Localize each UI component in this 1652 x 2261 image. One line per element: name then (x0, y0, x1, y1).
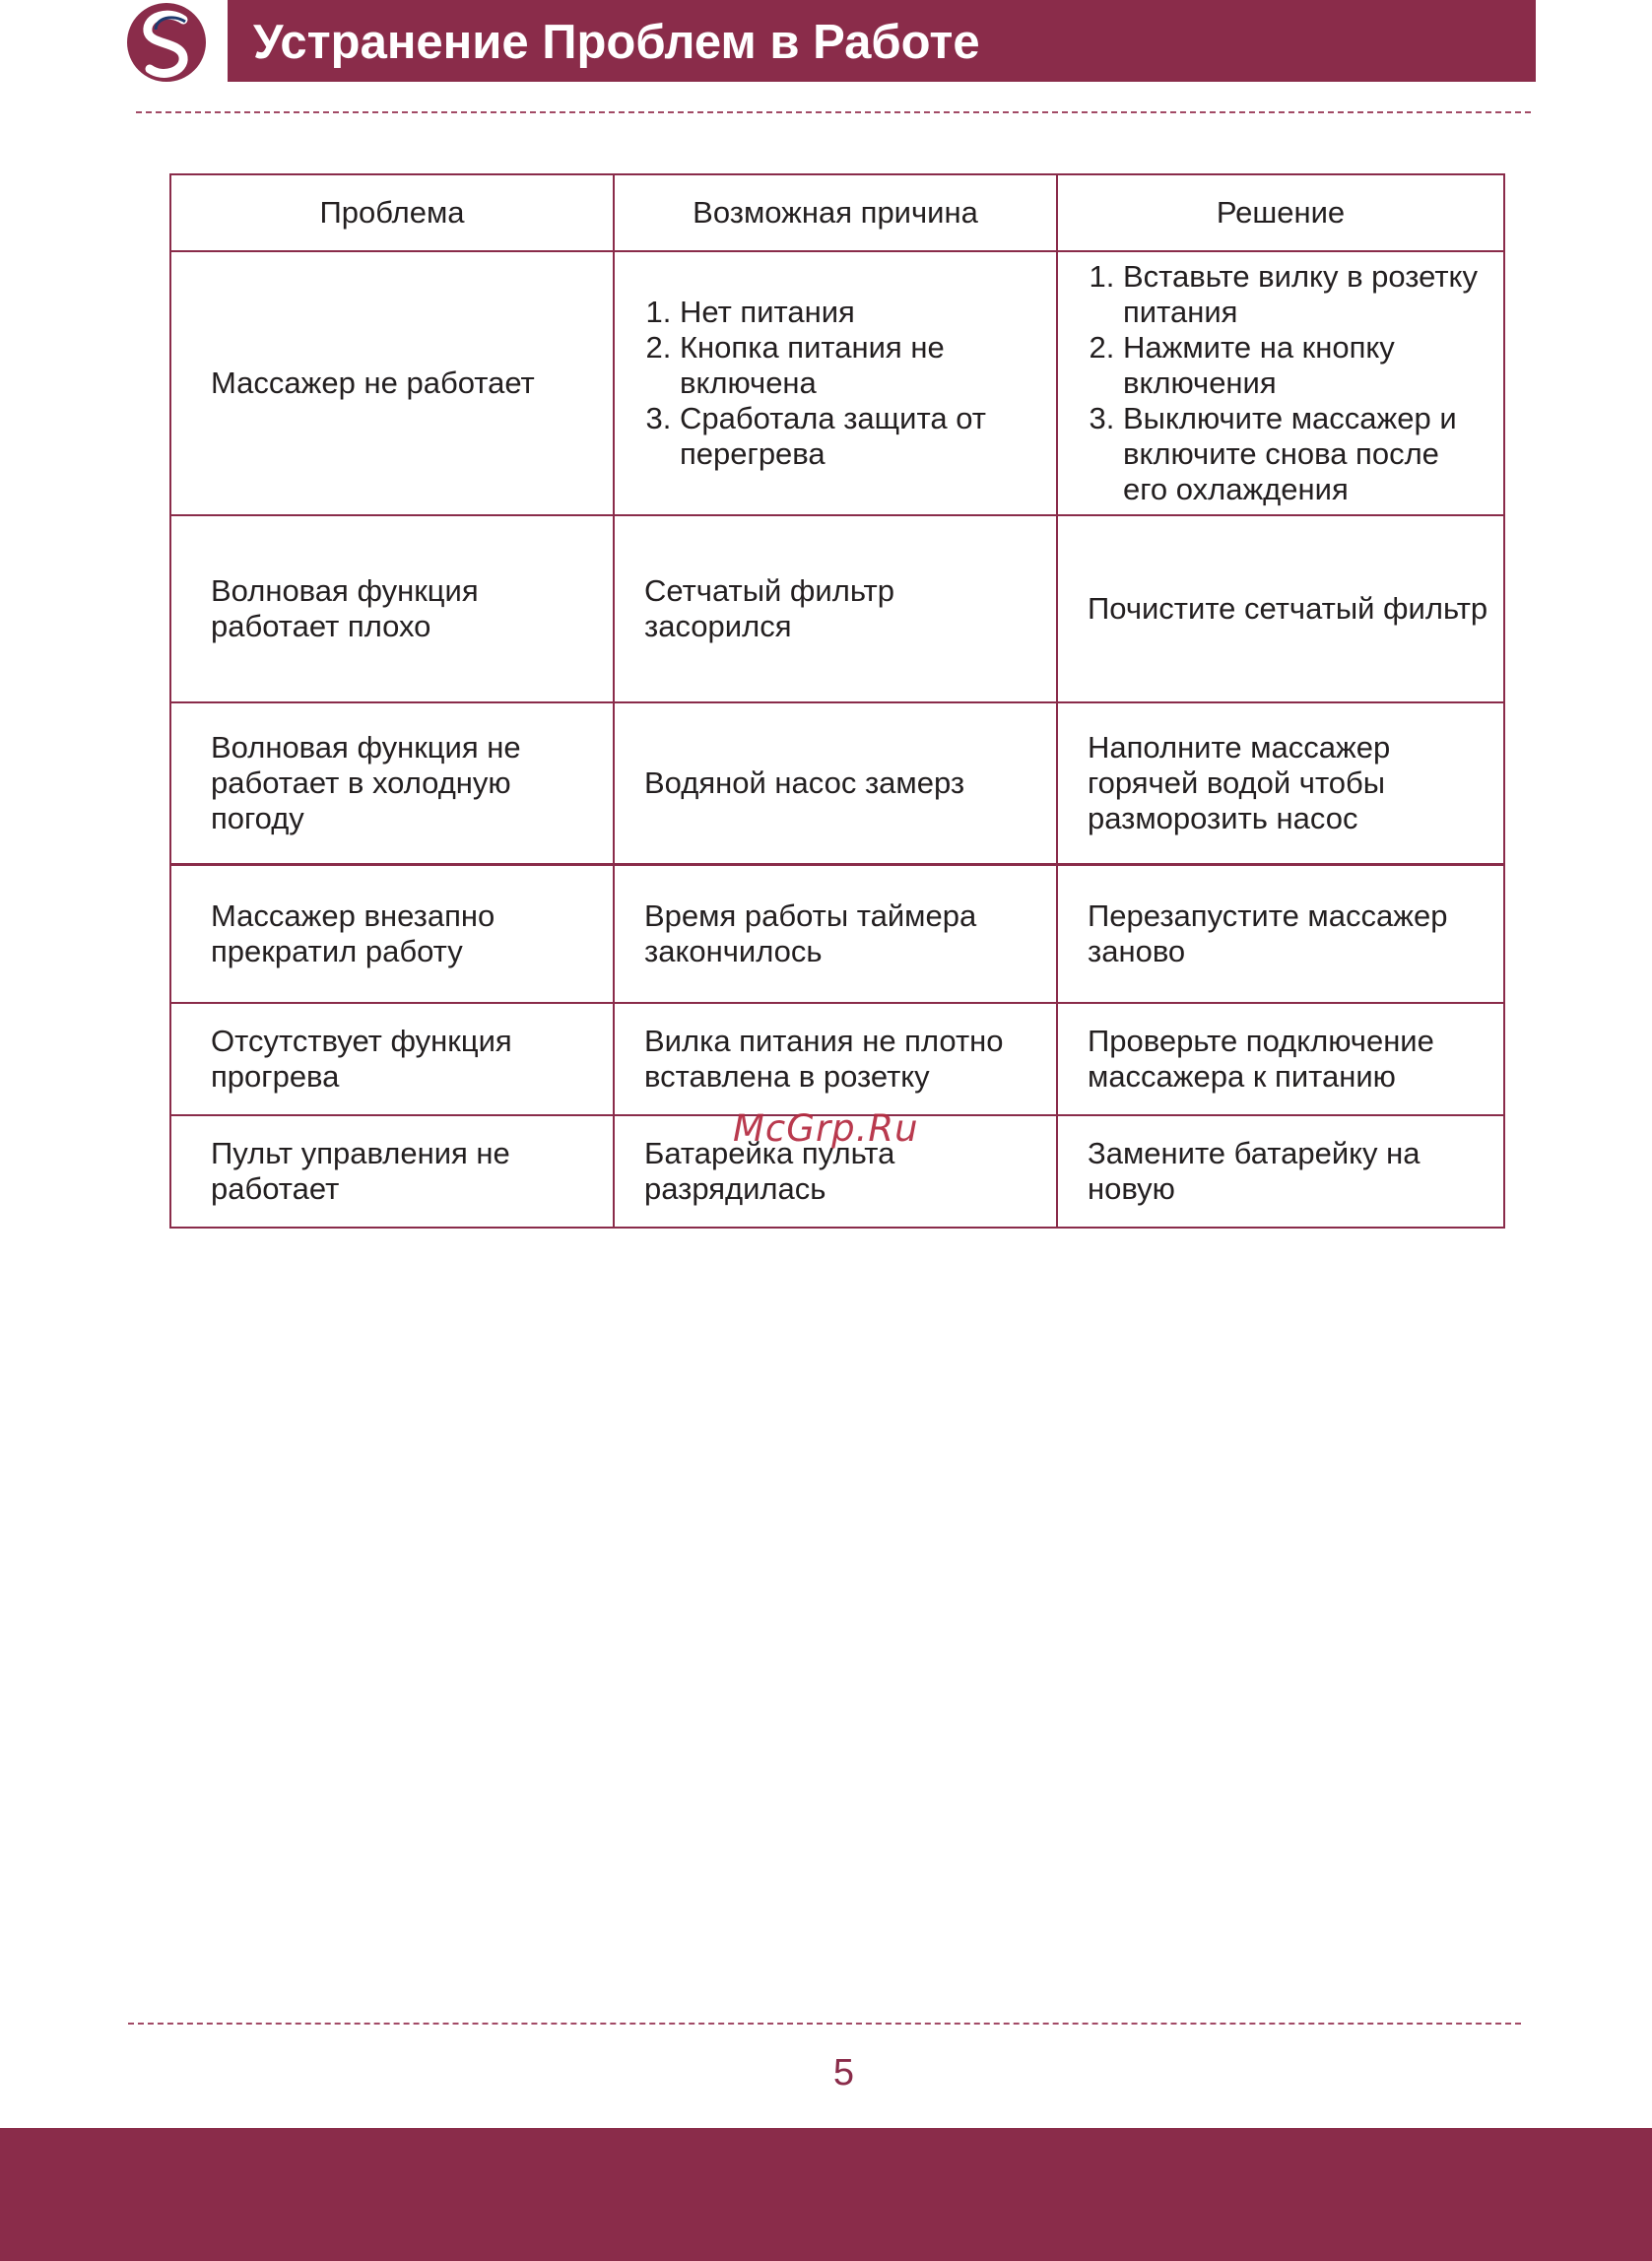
solution-cell: Почистите сетчатый фильтр (1057, 515, 1504, 702)
list-item: 2. Кнопка питания не включена (680, 330, 1042, 401)
problem-cell: Волновая функция работает плохо (170, 515, 614, 702)
problem-cell: Массажер не работает (170, 251, 614, 515)
column-header-cause: Возможная причина (614, 174, 1057, 251)
cause-cell: Сетчатый фильтр засорился (614, 515, 1057, 702)
table-row (170, 865, 1504, 1004)
cause-cell: Батарейка пульта разрядилась (614, 1115, 1057, 1228)
column-header-problem: Проблема (170, 174, 614, 251)
footer-bar (0, 2128, 1652, 2261)
watermark: McGrp.Ru (733, 1107, 919, 1150)
solution-cell: Наполните массажер горячей водой чтобы разморозить насос (1057, 702, 1504, 865)
s-logo-icon (126, 2, 207, 83)
list-item: 3. Сработала защита от перегрева (680, 401, 1042, 472)
cause-cell: Время работы таймера закончилось (614, 865, 1057, 1004)
table-row (170, 702, 1504, 865)
table-row (170, 251, 1504, 515)
cause-cell: Вилка питания не плотно вставлена в розетку (614, 1003, 1057, 1115)
solution-cell: Проверьте подключение массажера к питанию (1057, 1003, 1504, 1115)
table-row (170, 1003, 1504, 1115)
cause-list (644, 295, 1042, 472)
problem-cell: Пульт управления не работает (170, 1115, 614, 1228)
cause-cell (614, 251, 1057, 515)
page-title: Устранение Проблем в Работе (253, 16, 980, 69)
solution-cell (1057, 251, 1504, 515)
problem-cell: Массажер внезапно прекратил работу (170, 865, 614, 1004)
top-divider (136, 111, 1531, 113)
problem-cell: Волновая функция не работает в холодную погоду (170, 702, 614, 865)
header-bar (228, 0, 1536, 82)
table-header-row (170, 174, 1504, 251)
solution-cell: Замените батарейку на новую (1057, 1115, 1504, 1228)
column-header-solution: Решение (1057, 174, 1504, 251)
bottom-divider (128, 2023, 1521, 2025)
list-item: 2. Нажмите на кнопку включения (1123, 330, 1489, 401)
list-item: 3. Выключите массажер и включите снова после его охлаждения (1123, 401, 1489, 507)
list-item: 1. Вставьте вилку в розетку питания (1123, 259, 1489, 330)
list-item: 1. Нет питания (680, 295, 1042, 330)
table-row (170, 515, 1504, 702)
solution-cell: Перезапустите массажер заново (1057, 865, 1504, 1004)
page-number: 5 (832, 2052, 855, 2094)
troubleshooting-table (169, 173, 1505, 1229)
problem-cell: Отсутствует функция прогрева (170, 1003, 614, 1115)
solution-list (1088, 259, 1489, 507)
cause-cell: Водяной насос замерз (614, 702, 1057, 865)
